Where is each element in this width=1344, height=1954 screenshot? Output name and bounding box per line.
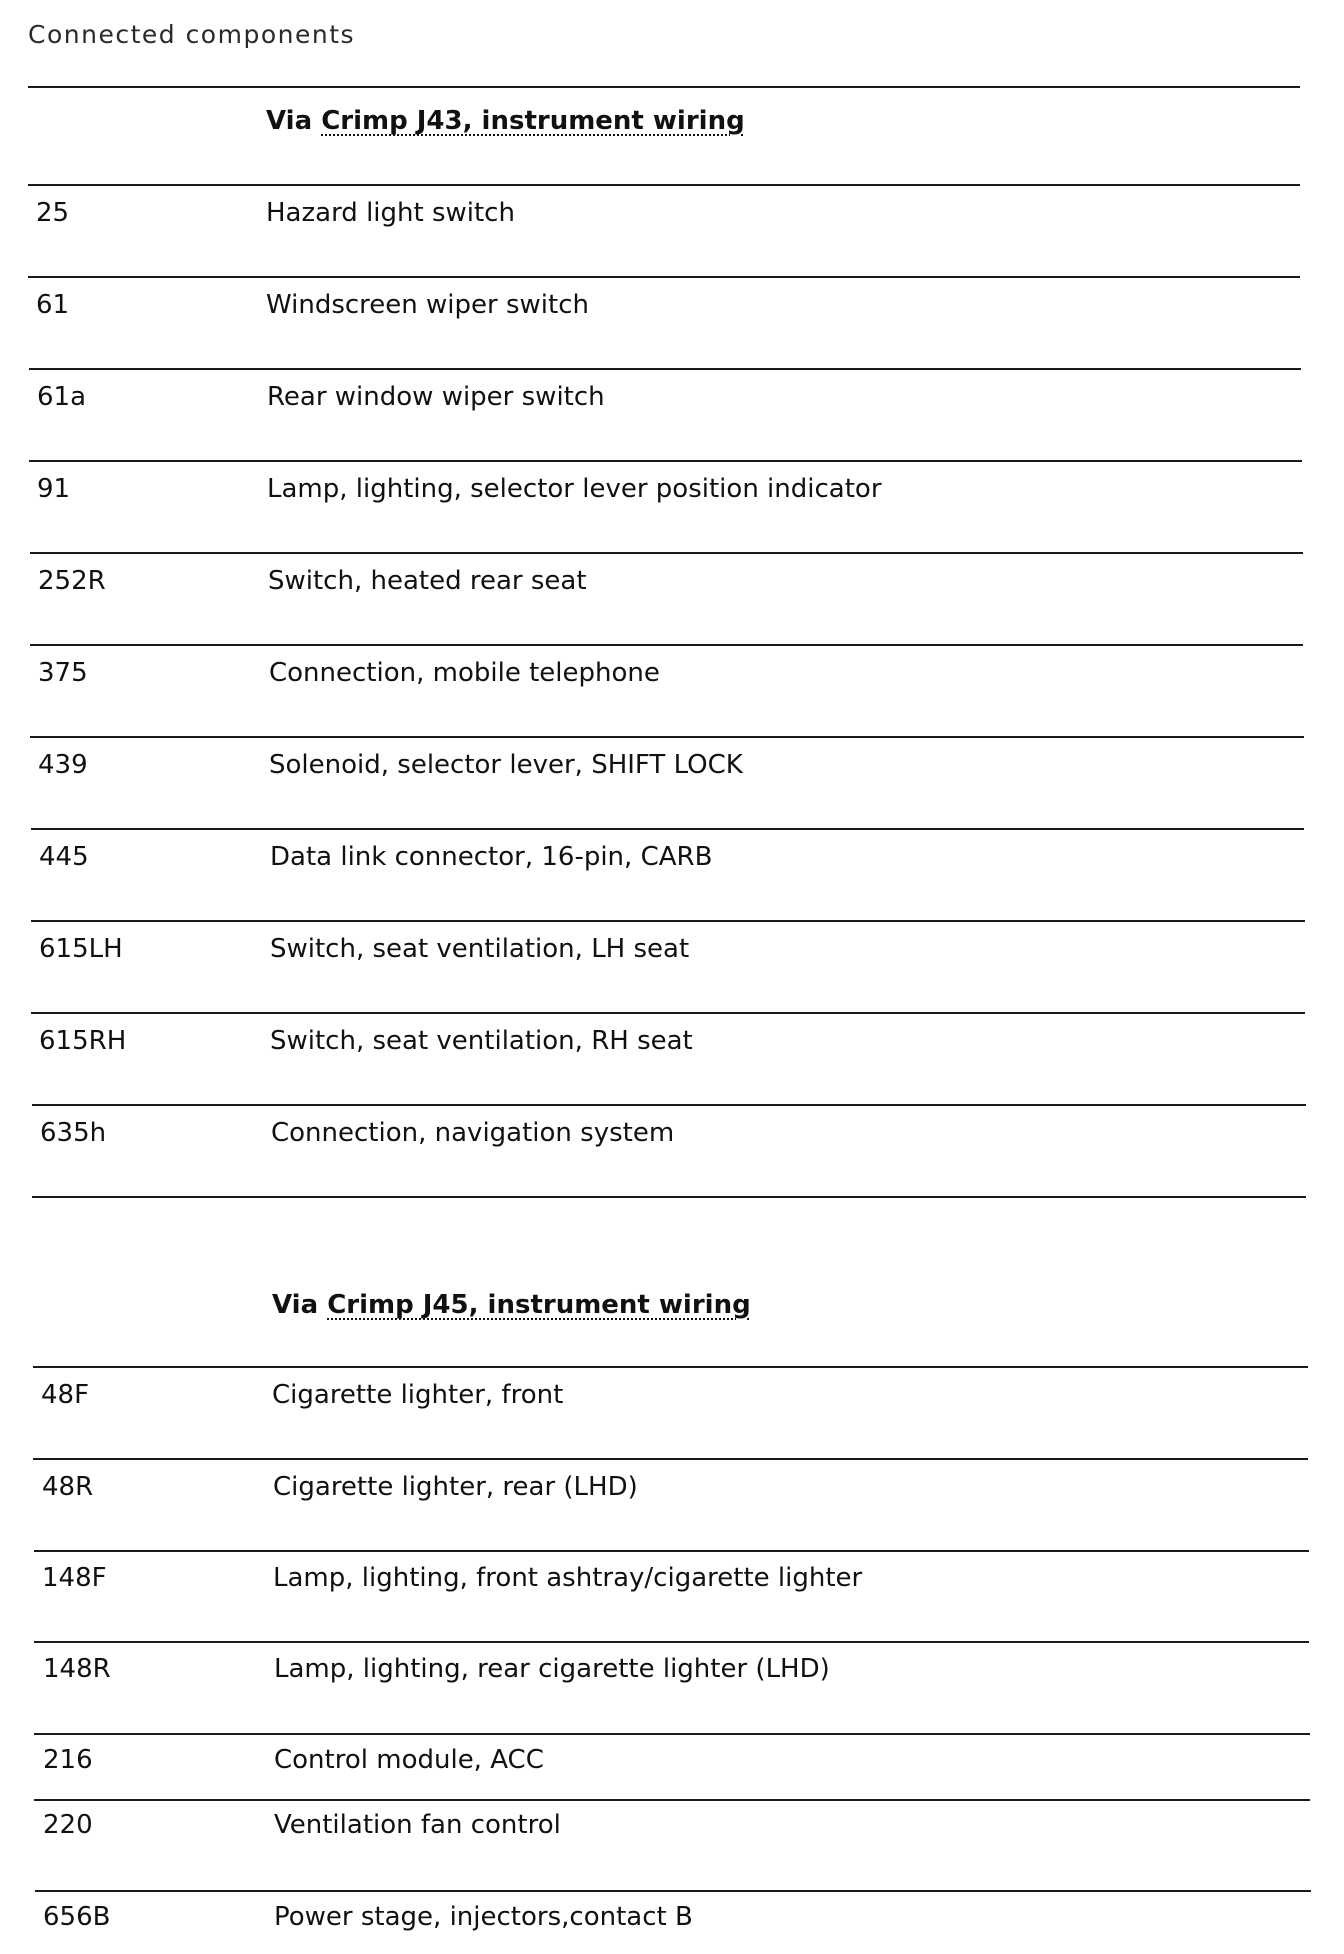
component-description: Lamp, lighting, front ashtray/cigarette lighter — [273, 1563, 863, 1593]
row-divider — [35, 1890, 1311, 1892]
section-heading-prefix: Via — [266, 106, 322, 136]
component-description: Switch, seat ventilation, LH seat — [270, 934, 690, 964]
component-description: Rear window wiper switch — [267, 382, 605, 412]
row-divider — [30, 736, 1304, 738]
row-divider — [28, 276, 1300, 278]
row-divider — [34, 1733, 1310, 1735]
section-bottom-divider — [32, 1196, 1306, 1198]
component-description: Cigarette lighter, rear (LHD) — [273, 1472, 638, 1502]
section-heading-j45 — [272, 1290, 751, 1320]
row-divider — [30, 644, 1303, 646]
component-code: 48F — [41, 1380, 90, 1410]
row-divider — [33, 1366, 1308, 1368]
row-divider — [31, 920, 1305, 922]
page-title: Connected components — [28, 20, 356, 49]
component-code: 439 — [38, 750, 88, 780]
component-description: Switch, heated rear seat — [268, 566, 587, 596]
component-description: Power stage, injectors,contact B — [274, 1902, 693, 1932]
component-code: 445 — [39, 842, 89, 872]
row-divider — [34, 1799, 1310, 1801]
component-description: Switch, seat ventilation, RH seat — [270, 1026, 693, 1056]
row-divider — [32, 1104, 1306, 1106]
row-divider — [28, 184, 1300, 186]
component-code: 220 — [43, 1810, 93, 1840]
component-code: 216 — [43, 1745, 93, 1775]
component-description: Data link connector, 16-pin, CARB — [270, 842, 713, 872]
section-heading-j43 — [266, 106, 745, 136]
row-divider — [29, 368, 1301, 370]
crimp-j45-link[interactable]: Crimp J45, instrument wiring — [327, 1290, 751, 1320]
component-code: 61a — [37, 382, 87, 412]
component-description: Control module, ACC — [274, 1745, 544, 1775]
component-code: 615RH — [39, 1026, 127, 1056]
component-description: Cigarette lighter, front — [272, 1380, 564, 1410]
component-code: 91 — [37, 474, 71, 504]
component-code: 148R — [43, 1654, 111, 1684]
component-code: 252R — [38, 566, 106, 596]
component-code: 375 — [38, 658, 88, 688]
row-divider — [34, 1550, 1309, 1552]
row-divider — [31, 828, 1304, 830]
component-code: 25 — [36, 198, 70, 228]
section-top-divider — [28, 86, 1300, 88]
component-code: 61 — [36, 290, 70, 320]
component-description: Windscreen wiper switch — [266, 290, 589, 320]
component-description: Hazard light switch — [266, 198, 515, 228]
component-description: Lamp, lighting, rear cigarette lighter (LHD) — [274, 1654, 830, 1684]
component-code: 635h — [40, 1118, 107, 1148]
row-divider — [34, 1641, 1309, 1643]
row-divider — [29, 460, 1302, 462]
row-divider — [33, 1458, 1308, 1460]
row-divider — [31, 1012, 1305, 1014]
component-description: Solenoid, selector lever, SHIFT LOCK — [269, 750, 743, 780]
component-code: 615LH — [39, 934, 123, 964]
crimp-j43-link[interactable]: Crimp J43, instrument wiring — [321, 106, 745, 136]
component-description: Connection, mobile telephone — [269, 658, 660, 688]
component-code: 48R — [42, 1472, 94, 1502]
row-divider — [30, 552, 1303, 554]
component-description: Ventilation fan control — [274, 1810, 561, 1840]
component-description: Lamp, lighting, selector lever position indicator — [267, 474, 882, 504]
component-description: Connection, navigation system — [271, 1118, 675, 1148]
component-code: 148F — [42, 1563, 107, 1593]
section-heading-prefix: Via — [272, 1290, 328, 1320]
component-code: 656B — [43, 1902, 111, 1932]
